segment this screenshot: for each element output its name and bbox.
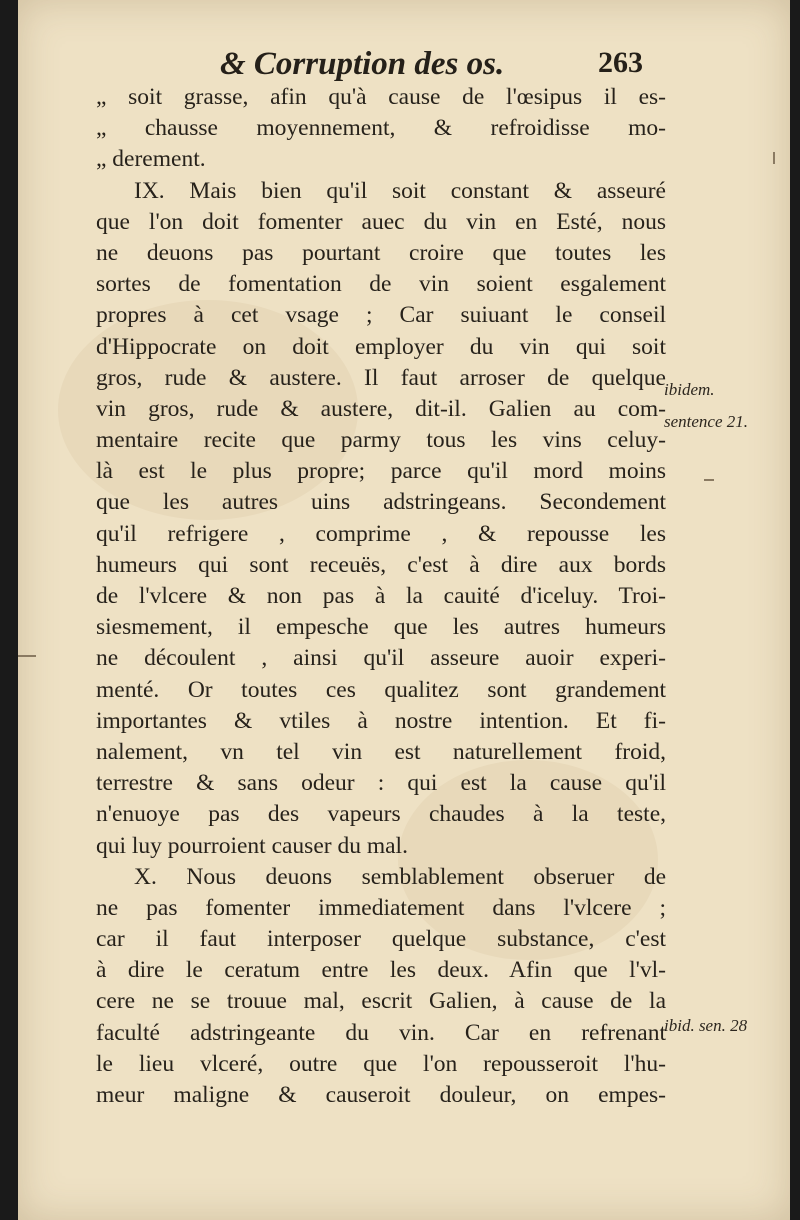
text-line: siesmement, il empesche que les autres humeurs (96, 614, 666, 641)
text-line: qu'il refrigere , comprime , & repousse les (96, 520, 666, 547)
page-number: 263 (598, 46, 643, 79)
text-line: „ soit grasse, afin qu'à cause de l'œsipus il es- (96, 84, 666, 110)
text-line: X. Nous deuons semblablement obseruer de (134, 863, 666, 890)
text-line: cere ne se trouue mal, escrit Galien, à cause de la (96, 988, 666, 1015)
margin-note: ibid. sen. 28 (664, 1016, 748, 1035)
text-line: mentaire recite que parmy tous les vins celuy- (96, 427, 666, 454)
text-line: d'Hippocrate on doit employer du vin qui soit (96, 333, 666, 360)
text-line: terrestre & sans odeur : qui est la cause qu'il (96, 770, 666, 797)
margin-mark (773, 152, 775, 164)
text-line: IX. Mais bien qu'il soit constant & asseuré (134, 177, 666, 204)
text-line: sortes de fomentation de vin soient esgalement (96, 271, 666, 298)
text-line: à dire le ceratum entre les deux. Afin que l'vl- (96, 957, 666, 984)
text-line: meur maligne & causeroit douleur, on empes- (96, 1082, 666, 1108)
margin-note: ibidem. (664, 380, 715, 399)
text-line: „ chausse moyennement, & refroidisse mo- (96, 115, 666, 142)
text-line: ne deuons pas pourtant croire que toutes les (96, 239, 666, 266)
text-line: „ derement. (96, 146, 206, 173)
running-title: & Corruption des os. (220, 46, 505, 82)
text-line: menté. Or toutes ces qualitez sont grandement (96, 676, 666, 703)
text-line: que l'on doit fomenter auec du vin en Esté, nous (96, 208, 666, 235)
text-line: de l'vlcere & non pas à la cauité d'iceluy. Troi- (96, 583, 666, 609)
text-line: le lieu vlceré, outre que l'on repousseroit l'hu- (96, 1050, 666, 1077)
text-line: propres à cet vsage ; Car suiuant le conseil (96, 302, 666, 329)
margin-mark (704, 479, 714, 481)
text-line: faculté adstringeante du vin. Car en refrenant (96, 1019, 666, 1046)
margin-note: sentence 21. (664, 412, 749, 431)
text-line: car il faut interposer quelque substance, c'est (96, 926, 666, 953)
margin-mark (18, 655, 36, 657)
text-line: humeurs qui sont receuës, c'est à dire aux bords (96, 551, 666, 578)
text-line: que les autres uins adstringeans. Secondement (96, 489, 666, 516)
text-line: là est le plus propre; parce qu'il mord moins (96, 458, 666, 485)
text-line: ne découlent , ainsi qu'il asseure auoir experi- (96, 645, 666, 672)
text-line: gros, rude & austere. Il faut arroser de quelque (96, 364, 666, 391)
text-line: qui luy pourroient causer du mal. (96, 832, 408, 859)
text-line: nalement, vn tel vin est naturellement froid, (96, 738, 666, 765)
text-line: importantes & vtiles à nostre intention. Et fi- (96, 707, 666, 734)
text-line: vin gros, rude & austere, dit-il. Galien au com- (96, 395, 666, 422)
text-line: ne pas fomenter immediatement dans l'vlcere ; (96, 894, 666, 921)
body-text (96, 82, 666, 1111)
text-line: n'enuoye pas des vapeurs chaudes à la teste, (96, 801, 666, 828)
